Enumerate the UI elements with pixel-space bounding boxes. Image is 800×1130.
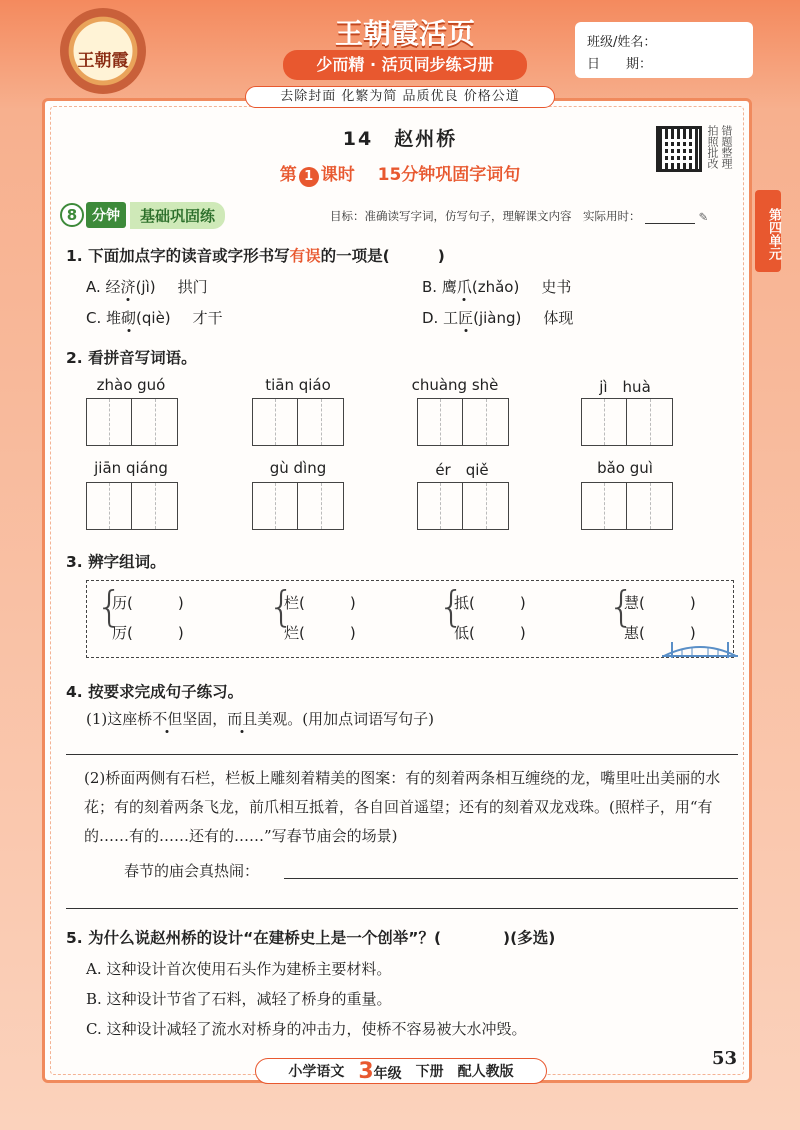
pinyin-label: tiān qiáo: [265, 376, 331, 394]
section-minutes-unit: 分钟: [86, 202, 126, 228]
brace-icon: {: [268, 582, 295, 631]
q4-sub1-c: 美观。(用加点词语写句子): [257, 710, 435, 728]
writing-grid[interactable]: [252, 398, 344, 446]
word-group-item[interactable]: 栏( ): [284, 594, 356, 612]
pinyin-label: zhào guó: [96, 376, 166, 394]
option-word: 体现: [543, 309, 574, 327]
word-group-item[interactable]: 抵( ): [454, 594, 526, 612]
footer-grade-num: 3: [358, 1058, 374, 1084]
bridge-icon: [662, 636, 738, 662]
brand-subtitle: 少而精 · 活页同步练习册: [283, 50, 527, 80]
option-word: 拱门: [177, 278, 208, 296]
writing-grid[interactable]: [252, 482, 344, 530]
q4-sub2-prompt: 春节的庙会真热闹：: [124, 862, 260, 880]
word-group-item[interactable]: 厉( ): [112, 624, 184, 642]
q1-option-a[interactable]: [86, 276, 208, 297]
section-minutes-number: 8: [60, 203, 84, 227]
pinyin-label: ér qiě: [435, 461, 489, 479]
class-name-label: 班级/姓名：: [587, 35, 657, 50]
question-5-stem: 5. 为什么说赵州桥的设计“在建桥史上是一个创举”？( )(多选): [66, 929, 556, 947]
option-word: 才干: [192, 309, 223, 327]
word-group-item[interactable]: 历( ): [112, 594, 184, 612]
qr-label-errors: 错题整理: [720, 125, 733, 169]
brace-icon: {: [438, 582, 465, 631]
footer-edition: 配人教版: [457, 1064, 514, 1080]
pinyin-label: chuàng shè: [411, 376, 499, 394]
option-label: C. 堆: [86, 309, 122, 327]
pinyin-label: bǎo guì: [597, 459, 653, 477]
option-dot-char: 砌: [121, 309, 137, 327]
word-group-1[interactable]: [112, 588, 184, 648]
q4-sub1-a: (1)这座桥: [86, 710, 153, 728]
brand-logo: [60, 8, 146, 94]
q4-sub1-dot2: 而且: [227, 710, 258, 728]
option-pinyin: (jì): [135, 278, 156, 296]
footer-term: 下册: [415, 1064, 444, 1080]
answer-line[interactable]: [284, 878, 738, 879]
q1-stem-c: ): [437, 247, 445, 265]
pinyin-label: jì huà: [599, 378, 651, 396]
writing-grid[interactable]: [581, 482, 673, 530]
option-pinyin: (jiàng): [473, 309, 522, 327]
q1-stem-red: 有误: [289, 247, 321, 265]
q4-sub1-dot1: 不但: [152, 710, 183, 728]
qr-labels: [706, 125, 742, 169]
logo-text: 王朝霞: [77, 50, 129, 71]
footer-bar: [255, 1058, 547, 1084]
answer-line[interactable]: [66, 754, 738, 755]
pinyin-label: jiān qiáng: [94, 459, 168, 477]
writing-grid[interactable]: [86, 398, 178, 446]
word-group-item[interactable]: 烂( ): [284, 624, 356, 642]
pinyin-label: gù dìng: [269, 459, 327, 477]
lesson-number: 1: [299, 167, 319, 187]
lesson-suffix: 课时 15分钟巩固字词句: [320, 165, 521, 185]
question-4-stem: 4. 按要求完成句子练习。: [66, 683, 244, 701]
option-word: 史书: [541, 278, 572, 296]
lesson-title: 14 赵州桥: [342, 128, 458, 150]
q5-option-a[interactable]: A. 这种设计首次使用石头作为建桥主要材料。: [86, 960, 392, 978]
q4-sub2: (2)桥面两侧有石栏，栏板上雕刻着精美的图案：有的刻着两条相互缠绕的龙，嘴里吐出美丽的水花；有的刻着两条飞龙，前爪相互抵着，各自回首遥望；还有的刻着双龙戏珠。(照样子，用“有的……有的……还有的……”写春节庙会的场景): [84, 769, 721, 845]
student-info-box: [575, 22, 753, 78]
option-dot-char: 爪: [456, 278, 472, 296]
section-goal-text: 目标：准确读写字词，仿写句子，理解课文内容 实际用时：: [330, 209, 641, 223]
option-pinyin: (qiè): [136, 309, 171, 327]
question-3-stem: 3. 辨字组词。: [66, 553, 166, 571]
writing-grid[interactable]: [86, 482, 178, 530]
q1-stem-b: 的一项是(: [320, 247, 390, 265]
q5-option-c[interactable]: C. 这种设计减轻了流水对桥身的冲击力，使桥不容易被大水冲毁。: [86, 1020, 527, 1038]
option-dot-char: 匠: [458, 309, 474, 327]
q4-sub1: [86, 708, 434, 729]
section-name: 基础巩固练: [130, 202, 225, 229]
writing-grid[interactable]: [417, 398, 509, 446]
footer-subject: 小学语文: [288, 1064, 345, 1080]
option-dot-char: 济: [120, 278, 136, 296]
slogan: 去除封面 化繁为简 品质优良 价格公道: [245, 86, 555, 108]
unit-side-tab: 第四单元: [755, 190, 781, 272]
writing-grid[interactable]: [581, 398, 673, 446]
q5-option-b[interactable]: B. 这种设计节省了石料，减轻了桥身的重量。: [86, 990, 392, 1008]
option-label: B. 鹰: [422, 278, 457, 296]
brace-icon: {: [96, 582, 123, 631]
pencil-icon: ✎: [698, 210, 709, 224]
option-label: D. 工: [422, 309, 459, 327]
answer-line[interactable]: [66, 908, 738, 909]
time-used-field[interactable]: [645, 223, 695, 224]
q4-sub1-b: 坚固，: [182, 710, 228, 728]
option-pinyin: (zhǎo): [471, 278, 520, 296]
q1-option-b[interactable]: [422, 276, 571, 297]
word-group-item[interactable]: 慧( ): [624, 594, 696, 612]
section-banner: [60, 202, 225, 228]
q1-option-d[interactable]: [422, 307, 573, 328]
page-number: 53: [712, 1048, 738, 1069]
question-2-stem: 2. 看拼音写词语。: [66, 349, 197, 367]
date-label: 日 期：: [587, 57, 653, 72]
word-group-3[interactable]: [454, 588, 526, 648]
q1-option-c[interactable]: [86, 307, 223, 328]
section-goal: [330, 208, 708, 224]
qr-label-grade: 拍照批改: [706, 125, 719, 169]
brace-icon: {: [608, 582, 635, 631]
footer-grade: 年级: [373, 1065, 402, 1082]
lesson-prefix: 第: [279, 165, 297, 185]
q1-stem-a: 1. 下面加点字的读音或字形书写: [66, 247, 290, 265]
brand-title: 王朝霞活页: [334, 17, 475, 50]
option-label: A. 经: [86, 278, 121, 296]
word-group-item[interactable]: 低( ): [454, 624, 526, 642]
word-group-item[interactable]: 惠( ): [624, 624, 696, 642]
writing-grid[interactable]: [417, 482, 509, 530]
question-1-stem: [66, 244, 445, 266]
qr-code-icon[interactable]: [656, 126, 702, 172]
word-group-2[interactable]: [284, 588, 356, 648]
